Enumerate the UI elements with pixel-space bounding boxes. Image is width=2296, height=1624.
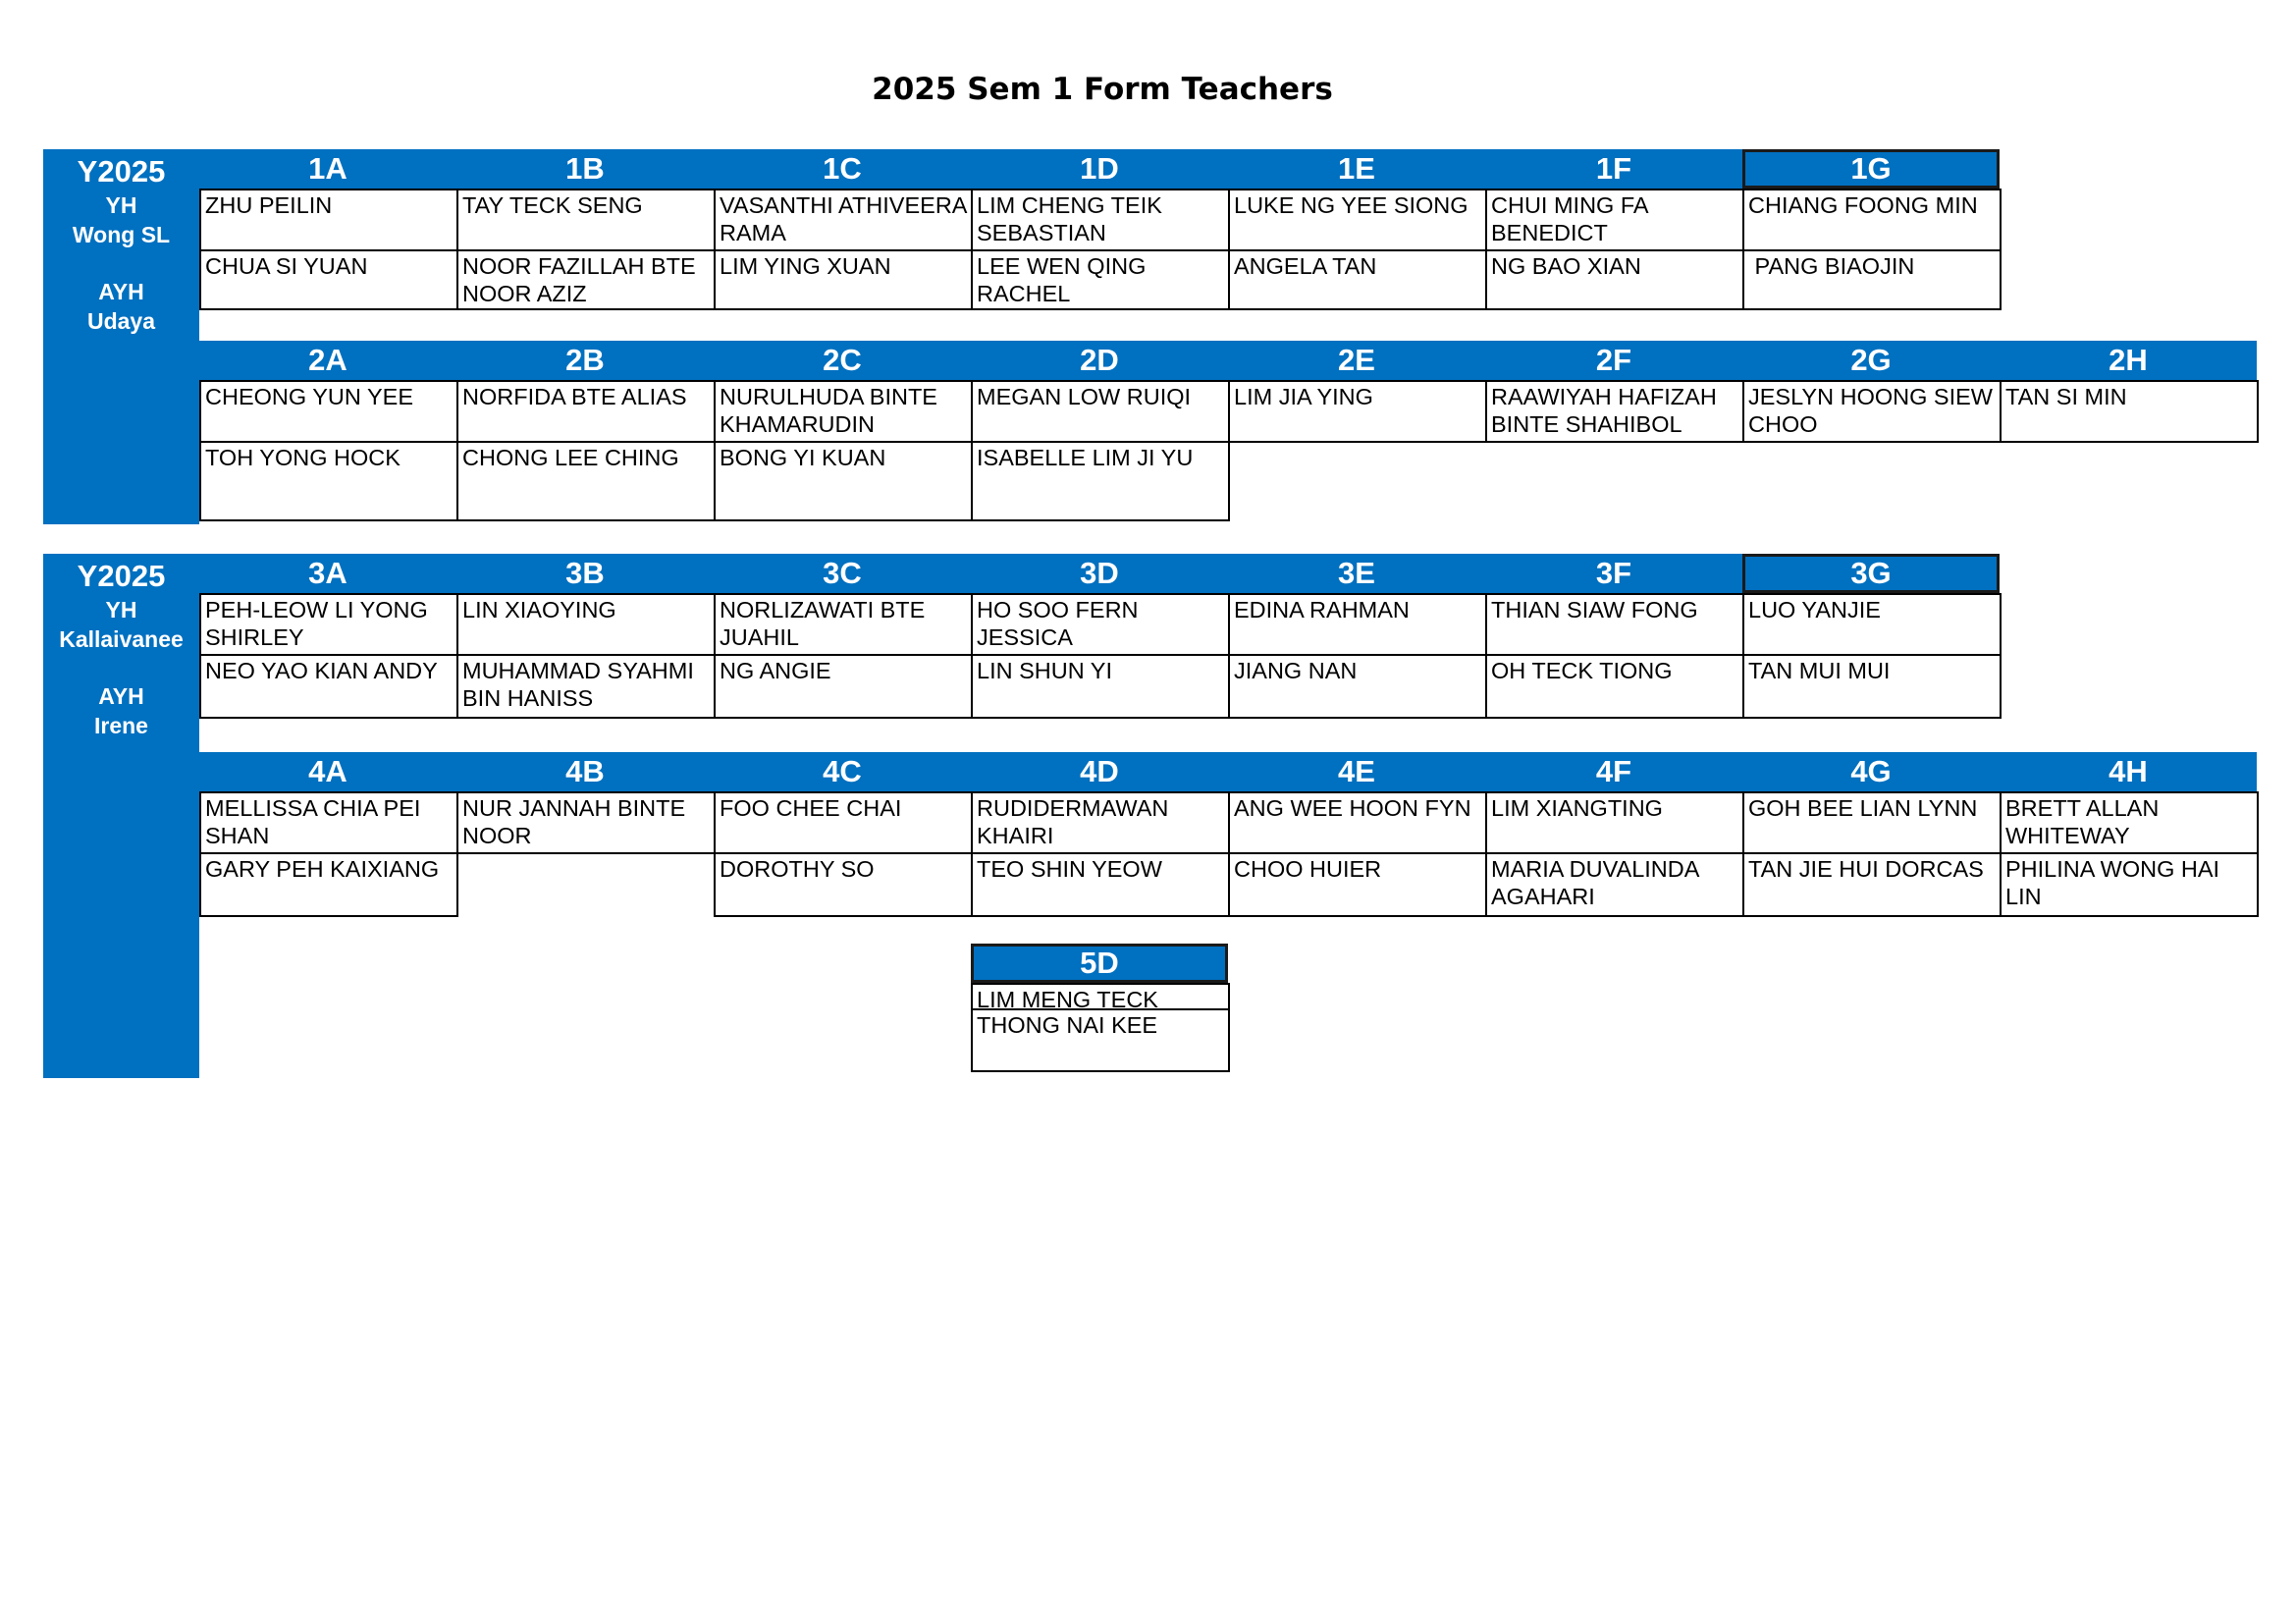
year-panel	[43, 149, 199, 524]
class-header: 1D	[1080, 151, 1119, 186]
class-header: 2G	[1850, 343, 1892, 377]
class-header: 4H	[2109, 754, 2148, 788]
teacher-cell: CHEONG YUN YEE	[199, 380, 458, 443]
teacher-cell: RAAWIYAH HAFIZAH BINTE SHAHIBOL	[1485, 380, 1744, 443]
teacher-cell: CHUA SI YUAN	[199, 249, 458, 310]
class-header: 3D	[1080, 556, 1119, 590]
teacher-cell: MEGAN LOW RUIQI	[971, 380, 1230, 443]
teacher-cell: JESLYN HOONG SIEW CHOO	[1742, 380, 2002, 443]
teacher-cell: THONG NAI KEE	[971, 1008, 1230, 1072]
teacher-cell: RUDIDERMAWAN KHAIRI	[971, 791, 1230, 854]
year-label: Y2025	[77, 559, 166, 593]
teacher-cell: NORFIDA BTE ALIAS	[456, 380, 716, 443]
page-title: 2025 Sem 1 Form Teachers	[872, 72, 1333, 107]
class-header: 1E	[1338, 151, 1375, 186]
teacher-cell: BRETT ALLAN WHITEWAY	[2000, 791, 2259, 854]
teacher-cell: ANGELA TAN	[1228, 249, 1487, 310]
teacher-cell: LIN SHUN YI	[971, 654, 1230, 719]
class-header: 3E	[1338, 556, 1375, 590]
spacer	[43, 654, 199, 681]
teacher-cell: MARIA DUVALINDA AGAHARI	[1485, 852, 1744, 917]
class-header: 3G	[1742, 554, 2000, 593]
teacher-cell: ZHU PEILIN	[199, 189, 458, 251]
teacher-cell: LIM XIANGTING	[1485, 791, 1744, 854]
teacher-cell: LEE WEN QING RACHEL	[971, 249, 1230, 310]
class-header: 5D	[971, 944, 1228, 983]
class-header: 2F	[1595, 343, 1632, 377]
staff-line: AYH	[98, 279, 144, 304]
teacher-cell: LIM CHENG TEIK SEBASTIAN	[971, 189, 1230, 251]
teacher-cell: ANG WEE HOON FYN	[1228, 791, 1487, 854]
teacher-cell: TAN JIE HUI DORCAS	[1742, 852, 2002, 917]
year-panel	[43, 554, 199, 1078]
teacher-cell: NUR JANNAH BINTE NOOR	[456, 791, 716, 854]
class-header: 4C	[823, 754, 862, 788]
teacher-cell: NURULHUDA BINTE KHAMARUDIN	[714, 380, 973, 443]
teacher-cell: NEO YAO KIAN ANDY	[199, 654, 458, 719]
teacher-cell: NG BAO XIAN	[1485, 249, 1744, 310]
class-header: 1G	[1742, 149, 2000, 189]
class-header: 1A	[308, 151, 347, 186]
class-header: 3F	[1595, 556, 1632, 590]
class-header: 2B	[565, 343, 605, 377]
class-header: 4G	[1850, 754, 1892, 788]
class-header: 4B	[565, 754, 605, 788]
staff-line: Wong SL	[72, 222, 171, 247]
teacher-cell: CHOO HUIER	[1228, 852, 1487, 917]
teacher-cell: EDINA RAHMAN	[1228, 593, 1487, 656]
staff-line: AYH	[98, 683, 144, 709]
class-header: 1B	[565, 151, 605, 186]
teacher-cell: HO SOO FERN JESSICA	[971, 593, 1230, 656]
teacher-cell: BONG YI KUAN	[714, 441, 973, 521]
teacher-cell: TAY TECK SENG	[456, 189, 716, 251]
teacher-cell: LIM MENG TECK	[971, 983, 1230, 1010]
teacher-cell: LUO YANJIE	[1742, 593, 2002, 656]
staff-line: YH	[105, 192, 137, 218]
teacher-cell: LIM YING XUAN	[714, 249, 973, 310]
teacher-cell: ISABELLE LIM JI YU	[971, 441, 1230, 521]
class-header: 2H	[2109, 343, 2148, 377]
teacher-cell: LUKE NG YEE SIONG	[1228, 189, 1487, 251]
teacher-cell: DOROTHY SO	[714, 852, 973, 917]
teacher-cell: TAN MUI MUI	[1742, 654, 2002, 719]
teacher-cell: PANG BIAOJIN	[1742, 249, 2002, 310]
teacher-cell: TAN SI MIN	[2000, 380, 2259, 443]
class-header: 2C	[823, 343, 862, 377]
class-header: 4F	[1595, 754, 1632, 788]
class-header: 3C	[823, 556, 862, 590]
class-header: 3B	[565, 556, 605, 590]
teacher-cell: CHIANG FOONG MIN	[1742, 189, 2002, 251]
staff-line: Irene	[94, 713, 148, 738]
class-header: 1C	[823, 151, 862, 186]
teacher-cell: LIM JIA YING	[1228, 380, 1487, 443]
teacher-cell: LIN XIAOYING	[456, 593, 716, 656]
year-label: Y2025	[77, 154, 166, 189]
class-header: 2E	[1338, 343, 1375, 377]
staff-line: Udaya	[86, 308, 156, 334]
teacher-cell: GOH BEE LIAN LYNN	[1742, 791, 2002, 854]
teacher-cell: TEO SHIN YEOW	[971, 852, 1230, 917]
teacher-cell: MUHAMMAD SYAHMI BIN HANISS	[456, 654, 716, 719]
teacher-cell: OH TECK TIONG	[1485, 654, 1744, 719]
staff-line: Kallaivanee	[59, 626, 184, 652]
teacher-cell: PEH-LEOW LI YONG SHIRLEY	[199, 593, 458, 656]
teacher-cell: NOOR FAZILLAH BTE NOOR AZIZ	[456, 249, 716, 310]
teacher-cell: TOH YONG HOCK	[199, 441, 458, 521]
teacher-cell: PHILINA WONG HAI LIN	[2000, 852, 2259, 917]
teacher-cell: NG ANGIE	[714, 654, 973, 719]
teacher-cell: MELLISSA CHIA PEI SHAN	[199, 791, 458, 854]
teacher-cell: NORLIZAWATI BTE JUAHIL	[714, 593, 973, 656]
spacer	[43, 249, 199, 277]
teacher-cell: THIAN SIAW FONG	[1485, 593, 1744, 656]
teacher-cell: FOO CHEE CHAI	[714, 791, 973, 854]
class-header: 4E	[1338, 754, 1375, 788]
class-header: 1F	[1595, 151, 1632, 186]
class-header: 2D	[1080, 343, 1119, 377]
class-header: 2A	[308, 343, 347, 377]
class-header: 4D	[1080, 754, 1119, 788]
teacher-cell: VASANTHI ATHIVEERA RAMA	[714, 189, 973, 251]
class-header: 4A	[308, 754, 347, 788]
teacher-cell: JIANG NAN	[1228, 654, 1487, 719]
class-header: 3A	[308, 556, 347, 590]
staff-line: YH	[105, 597, 137, 623]
teacher-cell: CHONG LEE CHING	[456, 441, 716, 521]
teacher-cell: CHUI MING FA BENEDICT	[1485, 189, 1744, 251]
teacher-cell: GARY PEH KAIXIANG	[199, 852, 458, 917]
